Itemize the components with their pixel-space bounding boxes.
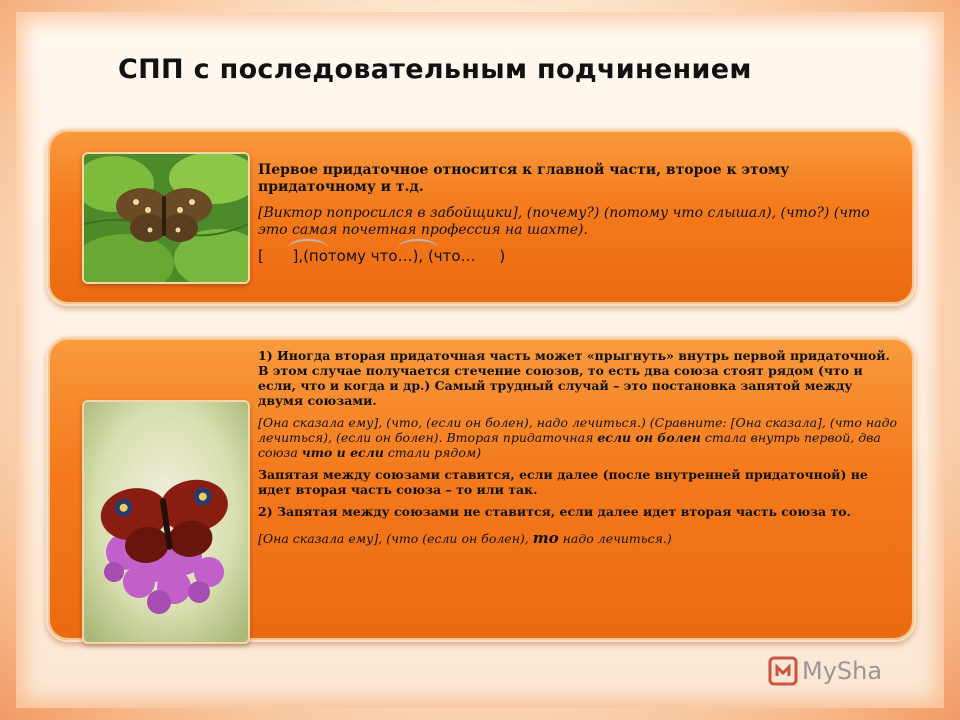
butterfly-photo-2 <box>82 400 250 644</box>
sentence-scheme <box>258 247 898 265</box>
mysha-logo <box>768 656 882 686</box>
rule-statement-3: 2) Запятая между союзами не ставится, если далее идет вторая часть союза то. <box>258 504 851 519</box>
example-sentence-2 <box>258 531 898 546</box>
rule-statement: Первое придаточное относится к главной части, второе к этому придаточному и т.д. <box>258 162 790 195</box>
slide-title: СПП с последовательным подчинением <box>118 54 752 85</box>
example-text: стали рядом) <box>383 445 482 460</box>
butterfly-photo-1 <box>82 152 250 284</box>
example-text: надо лечиться.) <box>558 531 672 546</box>
scheme-text: [ ],(потому что…), (что… ) <box>258 247 506 265</box>
rule-statement-1: 1) Иногда вторая придаточная часть может «прыгнуть» внутрь первой придаточной. В этом случае получается стечение союзов, то есть два союза стоят рядом (что и если, что и когда и др.) Самый трудный случай – это постановка запятой между двумя союзами. <box>258 348 890 408</box>
example-text: [Она сказала ему], (что (если он болен), <box>258 531 533 546</box>
example-text: [Она сказала ему], (что, (если он болен), надо лечиться.) (Сравните: [Она сказала], (что надо лечиться), (если он болен). Вторая придаточная <box>258 415 898 445</box>
rule-statement-2: Запятая между союзами ставится, если далее (после внутренней придаточной) не идет вторая часть союза – то или так. <box>258 467 868 497</box>
example-emphasis: если он болен <box>597 430 701 445</box>
rule-text-2 <box>258 348 898 546</box>
example-sentence-1 <box>258 415 898 460</box>
scheme-arc <box>398 239 438 257</box>
logo-text: MySha <box>802 657 883 685</box>
example-emphasis: то <box>532 529 559 547</box>
scheme-arc <box>288 239 328 257</box>
example-text: стала внутрь первой, два союза <box>258 430 881 460</box>
example-emphasis: что и если <box>301 445 384 460</box>
example-sentence: [Виктор попросился в забойщики], (почему?) (потому что слышал), (что?) (что это самая почетная профессия на шахте). <box>258 205 870 238</box>
rule-text-1 <box>258 162 898 265</box>
mysha-logo-icon <box>768 656 798 686</box>
